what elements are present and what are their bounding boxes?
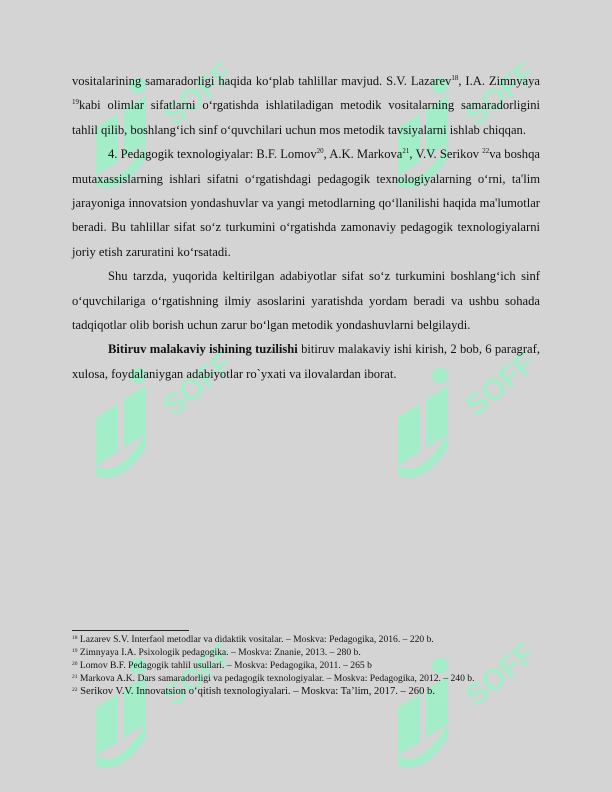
footnote-ref-21[interactable]: 21 — [402, 147, 410, 156]
structure-heading: Bitiruv malakaviy ishining tuzilishi — [108, 342, 298, 357]
paragraph-3: Shu tarzda, yuqorida keltirilgan adabiyotlar sifat so‘z turkumini boshlang‘ich sinf o‘quvchilariga o‘rgatishning ilmiy asoslarini yaratishda yordam beradi va ushbu sohada tadqiqotlar olib borish uchun zarur bo‘lgan metodik yondashuvlarni belgilaydi. — [72, 269, 540, 333]
footnotes — [72, 633, 552, 698]
p4-text: bitiruv malakaviy ishi kirish, 2 bob, 6 paragraf, xulosa, foydalaniygan adabiyotlar ro`yxati va ilovalardan iborat. — [72, 342, 540, 381]
footnote-separator — [72, 630, 189, 631]
svg-text:SOFF: SOFF — [157, 346, 228, 424]
p2-text-1: 4. Pedagogik texnologiyalar: B.F. Lomov — [108, 147, 317, 162]
footnote-ref-19[interactable]: 19 — [72, 98, 79, 107]
paragraph-4 — [72, 337, 540, 386]
p1-text-2: , I.A. Zimnyaya — [458, 74, 540, 88]
footnote-22: $^{22}$ Serikov V.V. Innovatsion o‘qitish texnologiyalari. – Moskva: Ta’lim, 2017. – 260 b. — [72, 686, 435, 697]
footnote-ref-20[interactable]: 20 — [316, 147, 324, 156]
p2-text-4: va boshqa mutaxassislarning ishlari sifatni o‘rgatishdagi pedagogik texnologiyalarning o‘rni, ta'lim jarayoniga innovatsion yondashuvlar va yangi metodlarning qo‘llanilishi haqida ma'lumotlar beradi. Bu tahlillar sifat so‘z turkumini o‘rgatishda zamonaviy pedagogik texnologiyalarni joriy etish zaruratini ko‘rsatadi. — [72, 147, 540, 259]
svg-text:SOFF: SOFF — [459, 636, 530, 714]
paragraph-1 — [72, 69, 540, 142]
footnote-20: $^{20}$ Lomov B.F. Pedagogik tahlil usullari. – Moskva: Pedagogika, 2011. – 265 b — [72, 660, 372, 671]
p1-text-1: vositalarining samaradorligi haqida ko‘plab tahlillar mavjud. S.V. Lazarev — [72, 74, 452, 88]
svg-text:SOFF: SOFF — [157, 56, 228, 134]
p2-text-3: , V.V. Serikov — [409, 147, 483, 162]
footnote-19: $^{19}$ Zimnyaya I.A. Psixologik pedagogika. – Moskva: Znanie, 2013. – 280 b. — [72, 647, 361, 658]
svg-text:SOFF: SOFF — [157, 636, 228, 714]
footnote-ref-22[interactable]: 22 — [482, 147, 490, 156]
body-text — [72, 69, 540, 386]
p1-text-3: kabi olimlar sifatlarni o‘rgatishda ishlatiladigan metodik vositalarning samaradorligini tahlil qilib, boshlang‘ich sinf o‘quvchilari uchun mos metodik tavsiyalarni ishlab chiqqan. — [72, 98, 540, 137]
svg-text:SOFF: SOFF — [459, 346, 530, 424]
footnote-ref-18[interactable]: 18 — [451, 73, 459, 82]
p2-text-2: , A.K. Markova — [323, 147, 403, 162]
svg-text:SOFF: SOFF — [459, 56, 530, 134]
footnote-18: $^{18}$ Lazarev S.V. Interfaol metodlar va didaktik vositalar. – Moskva: Pedagogika, 2016. – 220 b. — [72, 634, 434, 645]
footnote-21: $^{21}$ Markova A.K. Dars samaradorligi va pedagogik texnologiyalar. – Moskva: Pedagogika, 2012. – 240 b. — [72, 673, 475, 684]
paragraph-2 — [72, 142, 540, 264]
